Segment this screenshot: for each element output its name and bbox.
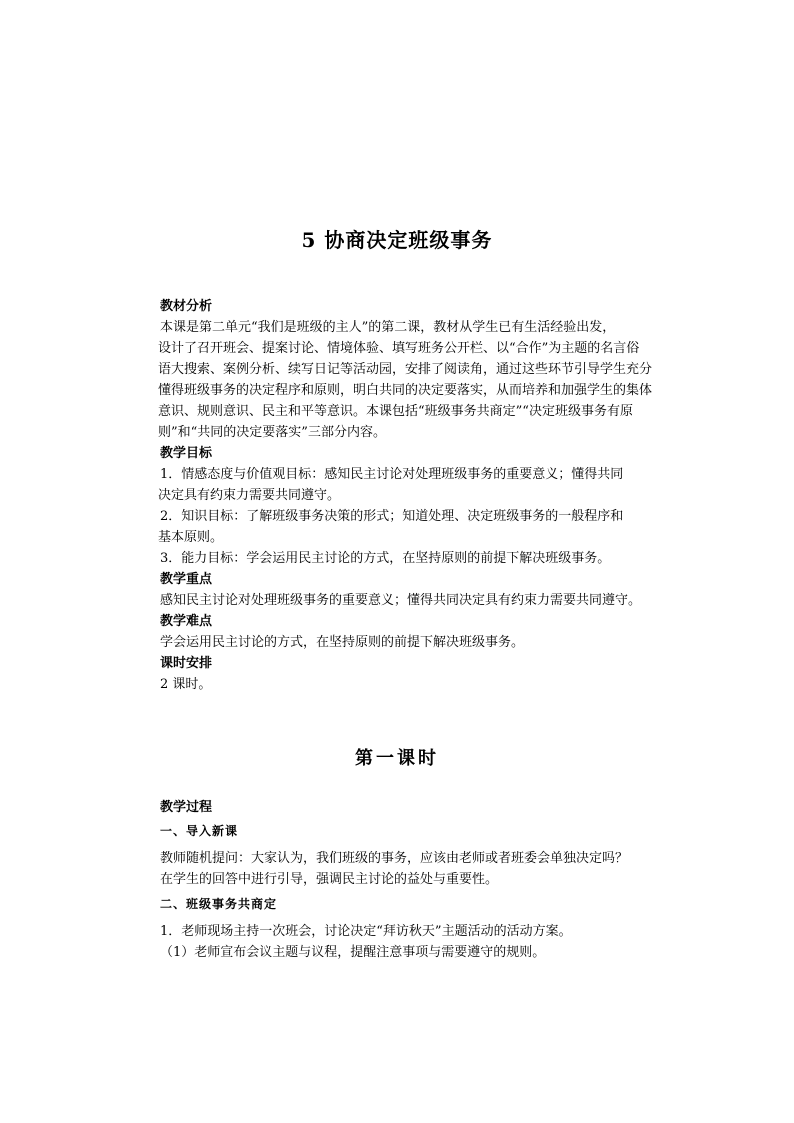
difficulty-text: 学会运用民主讨论的方式，在坚持原则的前提下解决班级事务。	[160, 635, 525, 650]
goals-line: 决定具有约束力需要共同遵守。	[158, 488, 341, 503]
schedule-text: 2 课时。	[160, 677, 212, 692]
analysis-line: 懂得班级事务的决定程序和原则，明白共同的决定要落实，从而培养和加强学生的集体	[158, 383, 653, 398]
process-heading: 教学过程	[160, 800, 213, 815]
goals-line: 2．知识目标：了解班级事务决策的形式；知道处理、决定班级事务的一般程序和	[160, 509, 624, 524]
part2-line: 1．老师现场主持一次班会，讨论决定“拜访秋天”主题活动的活动方案。	[160, 924, 572, 939]
part1-line: 教师随机提问：大家认为，我们班级的事务，应该由老师或者班委会单独决定吗？	[160, 851, 629, 866]
lesson-plan-body	[160, 296, 680, 695]
part1-heading: 一、导入新课	[160, 824, 239, 838]
page-title: 5 协商决定班级事务	[301, 228, 493, 252]
analysis-line: 语大搜索、案例分析、续写日记等活动园，安排了阅读角，通过这些环节引导学生充分	[158, 362, 653, 377]
goals-line: 1．情感态度与价值观目标：感知民主讨论对处理班级事务的重要意义；懂得共同	[160, 467, 624, 482]
process-section	[160, 797, 680, 963]
part2-heading: 二、班级事务共商定	[160, 897, 278, 911]
analysis-line: 设计了召开班会、提案讨论、情境体验、填写班务公开栏、以“合作”为主题的名言俗	[158, 341, 640, 356]
part2-line: （1）老师宣布会议主题与议程，提醒注意事项与需要遵守的规则。	[160, 945, 546, 960]
key-points-text: 感知民主讨论对处理班级事务的重要意义；懂得共同决定具有约束力需要共同遵守。	[160, 593, 642, 608]
goals-line: 基本原则。	[158, 530, 224, 545]
difficulty-heading: 教学难点	[160, 614, 213, 629]
analysis-heading: 教材分析	[160, 299, 213, 314]
schedule-heading: 课时安排	[160, 656, 213, 671]
analysis-line: 意识、规则意识、民主和平等意识。本课包括“班级事务共商定”“决定班级事务有原	[158, 404, 633, 419]
analysis-line: 则”和“共同的决定要落实”三部分内容。	[158, 425, 386, 440]
goals-line: 3．能力目标：学会运用民主讨论的方式，在坚持原则的前提下解决班级事务。	[160, 551, 611, 566]
part1-line: 在学生的回答中进行引导，强调民主讨论的益处与重要性。	[160, 872, 499, 887]
lesson-title: 第一课时	[355, 748, 439, 769]
goals-heading: 教学目标	[160, 446, 213, 461]
key-points-heading: 教学重点	[160, 572, 213, 587]
analysis-line: 本课是第二单元“我们是班级的主人”的第二课，教材从学生已有生活经验出发，	[160, 320, 616, 335]
